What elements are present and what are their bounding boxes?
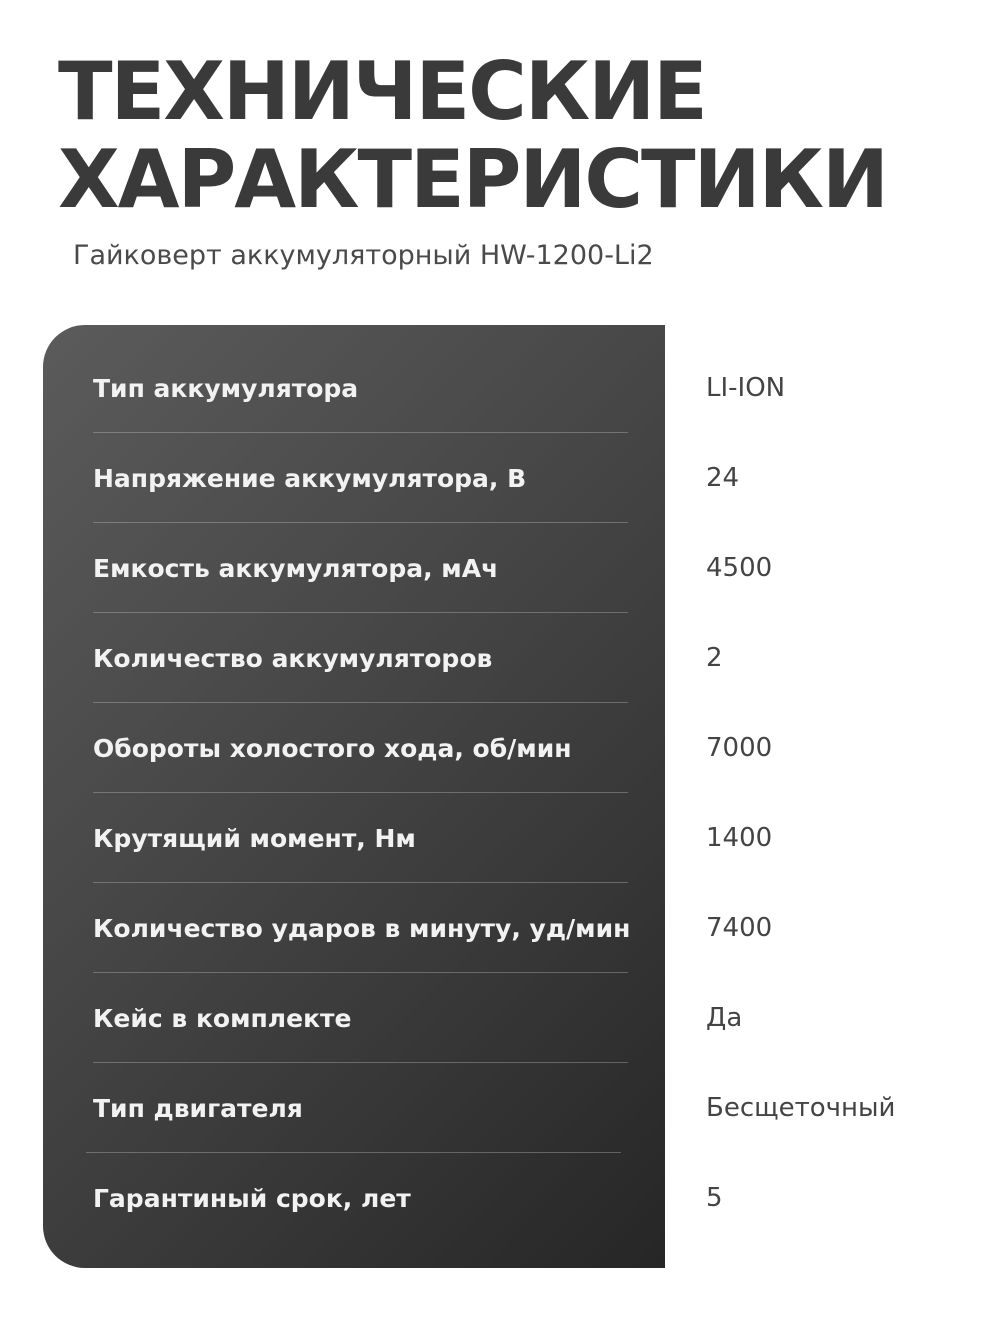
spec-table (0, 325, 1000, 1243)
spec-row-warranty (0, 1153, 1000, 1243)
spec-row-idle-speed (0, 703, 1000, 793)
spec-row-torque (0, 793, 1000, 883)
spec-label: Емкость аккумулятора, мАч (93, 553, 499, 583)
spec-value: 5 (706, 1183, 723, 1213)
spec-value: 7400 (706, 913, 773, 943)
spec-label: Кейс в комплекте (93, 1003, 352, 1033)
spec-label: Количество ударов в минуту, уд/мин (93, 913, 631, 943)
spec-value: 1400 (706, 823, 773, 853)
spec-label: Обороты холостого хода, об/мин (93, 733, 572, 763)
spec-row-case-included (0, 973, 1000, 1063)
spec-label: Гарантиный срок, лет (93, 1183, 411, 1213)
spec-row-battery-count (0, 613, 1000, 703)
spec-row-motor-type (0, 1063, 1000, 1153)
spec-label: Количество аккумуляторов (93, 643, 493, 673)
spec-label: Тип аккумулятора (93, 373, 359, 403)
spec-row-impact-rate (0, 883, 1000, 973)
spec-value: 7000 (706, 733, 773, 763)
spec-label: Тип двигателя (93, 1093, 303, 1123)
spec-value: LI-ION (706, 373, 786, 403)
spec-value: 4500 (706, 553, 773, 583)
spec-row-battery-capacity (0, 523, 1000, 613)
page-title (58, 45, 887, 226)
spec-label: Напряжение аккумулятора, В (93, 463, 527, 493)
spec-row-battery-voltage (0, 433, 1000, 523)
spec-value: Да (706, 1003, 743, 1033)
spec-row-battery-type (0, 325, 1000, 433)
spec-value: Бесщеточный (706, 1093, 896, 1123)
spec-value: 2 (706, 643, 723, 673)
page-title-line-1: ТЕХНИЧЕСКИЕ (58, 45, 706, 138)
product-subtitle: Гайковерт аккумуляторный HW-1200-Li2 (73, 240, 654, 271)
spec-value: 24 (706, 463, 740, 493)
page-title-line-2: ХАРАКТЕРИСТИКИ (58, 133, 887, 226)
spec-label: Крутящий момент, Нм (93, 823, 416, 853)
